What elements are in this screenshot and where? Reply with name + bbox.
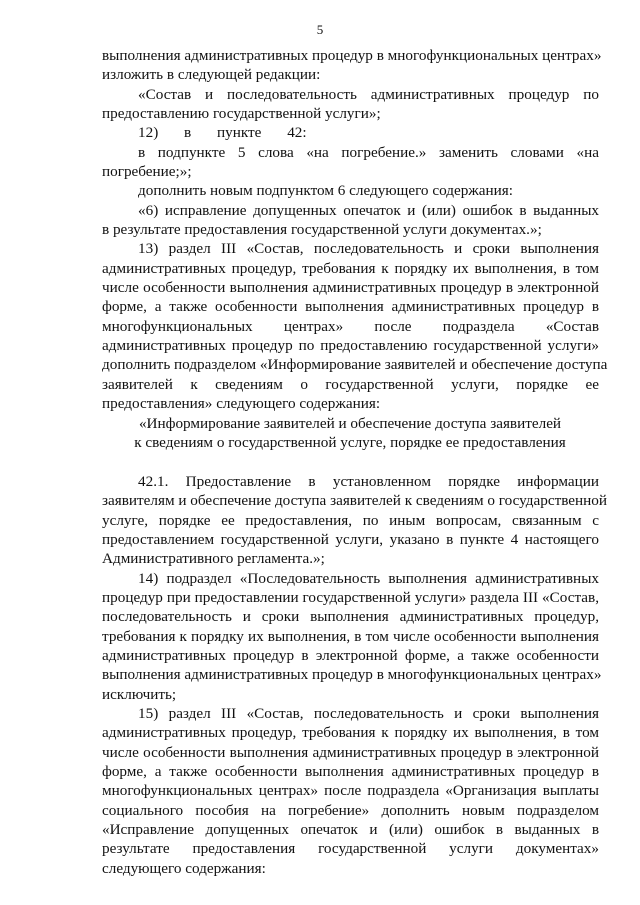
text-line: предоставлением государственной услуги, указано в пункте 4 настоящего (102, 531, 599, 548)
text-line: выполнения административных процедур в многофункциональных центрах» (102, 666, 602, 683)
text-line: форме, а также особенности выполнения административных процедур в (102, 763, 599, 780)
text-line: 13) раздел III «Состав, последовательность и сроки выполнения (138, 240, 599, 257)
text-line: следующего содержания: (102, 860, 266, 877)
text-line: 14) подраздел «Последовательность выполнения административных (138, 570, 599, 587)
text-line: результате предоставления государственной услуги документах» (102, 840, 599, 857)
text-line: «6) исправление допущенных опечаток и (или) ошибок в выданных (138, 202, 599, 219)
text-line: процедур при предоставлении государственной услуги» раздела III «Состав, (102, 589, 599, 606)
text-line: числе особенности выполнения административных процедур в электронной (102, 744, 599, 761)
text-line: изложить в следующей редакции: (102, 66, 321, 83)
text-line: многофункциональных центрах» после подраздела «Состав (102, 318, 599, 335)
text-line: дополнить новым подпунктом 6 следующего содержания: (138, 182, 513, 199)
text-line: услуге, порядке ее предоставления, по иным вопросам, связанным с (102, 512, 599, 529)
text-line: 15) раздел III «Состав, последовательность и сроки выполнения (138, 705, 599, 722)
text-line: «Исправление допущенных опечаток и (или) ошибок в выданных в (102, 821, 599, 838)
subsection-heading-line: «Информирование заявителей и обеспечение доступа заявителей (138, 415, 562, 432)
text-line: 12) в пункте 42: (138, 124, 307, 141)
text-line: Административного регламента.»; (102, 550, 325, 567)
text-line: требования к порядку их выполнения, в том числе особенности выполнения (102, 628, 599, 645)
text-line: в результате предоставления государственной услуги документах.»; (102, 221, 542, 238)
text-line: административных процедур в электронной форме, а также особенности (102, 647, 599, 664)
text-line: выполнения административных процедур в многофункциональных центрах» (102, 47, 602, 64)
text-line: административных процедур, требования к порядку их выполнения, в том (102, 260, 599, 277)
text-line: предоставления» следующего содержания: (102, 395, 381, 412)
text-line: последовательность и сроки выполнения административных процедур, (102, 608, 599, 625)
text-line: дополнить подразделом «Информирование заявителей и обеспечение доступа (102, 356, 608, 373)
text-line: социального пособия на погребение» дополнить новым подразделом (102, 802, 599, 819)
subsection-heading-line: к сведениям о государственной услуге, порядке ее предоставления (134, 434, 566, 451)
text-line: 42.1. Предоставление в установленном порядке информации (138, 473, 599, 490)
text-line: погребение;»; (102, 163, 192, 180)
text-line: многофункциональных центрах» после подраздела «Организация выплаты (102, 782, 599, 799)
text-line: форме, а также особенности выполнения административных процедур в (102, 298, 599, 315)
text-line: предоставлению государственной услуги»; (102, 105, 381, 122)
page-number: 5 (316, 22, 324, 37)
text-line: «Состав и последовательность административных процедур по (138, 86, 599, 103)
text-line: исключить; (102, 686, 177, 703)
text-line: заявителям и обеспечение доступа заявителей к сведениям о государственной (102, 492, 608, 509)
text-line: административных процедур по предоставлению государственной услуги» (102, 337, 599, 354)
text-line: заявителей к сведениям о государственной услуги, порядке ее (102, 376, 599, 393)
text-line: в подпункте 5 слова «на погребение.» заменить словами «на (138, 144, 599, 161)
text-line: административных процедур, требования к порядку их выполнения, в том (102, 724, 599, 741)
text-line: числе особенности выполнения административных процедур в электронной (102, 279, 599, 296)
